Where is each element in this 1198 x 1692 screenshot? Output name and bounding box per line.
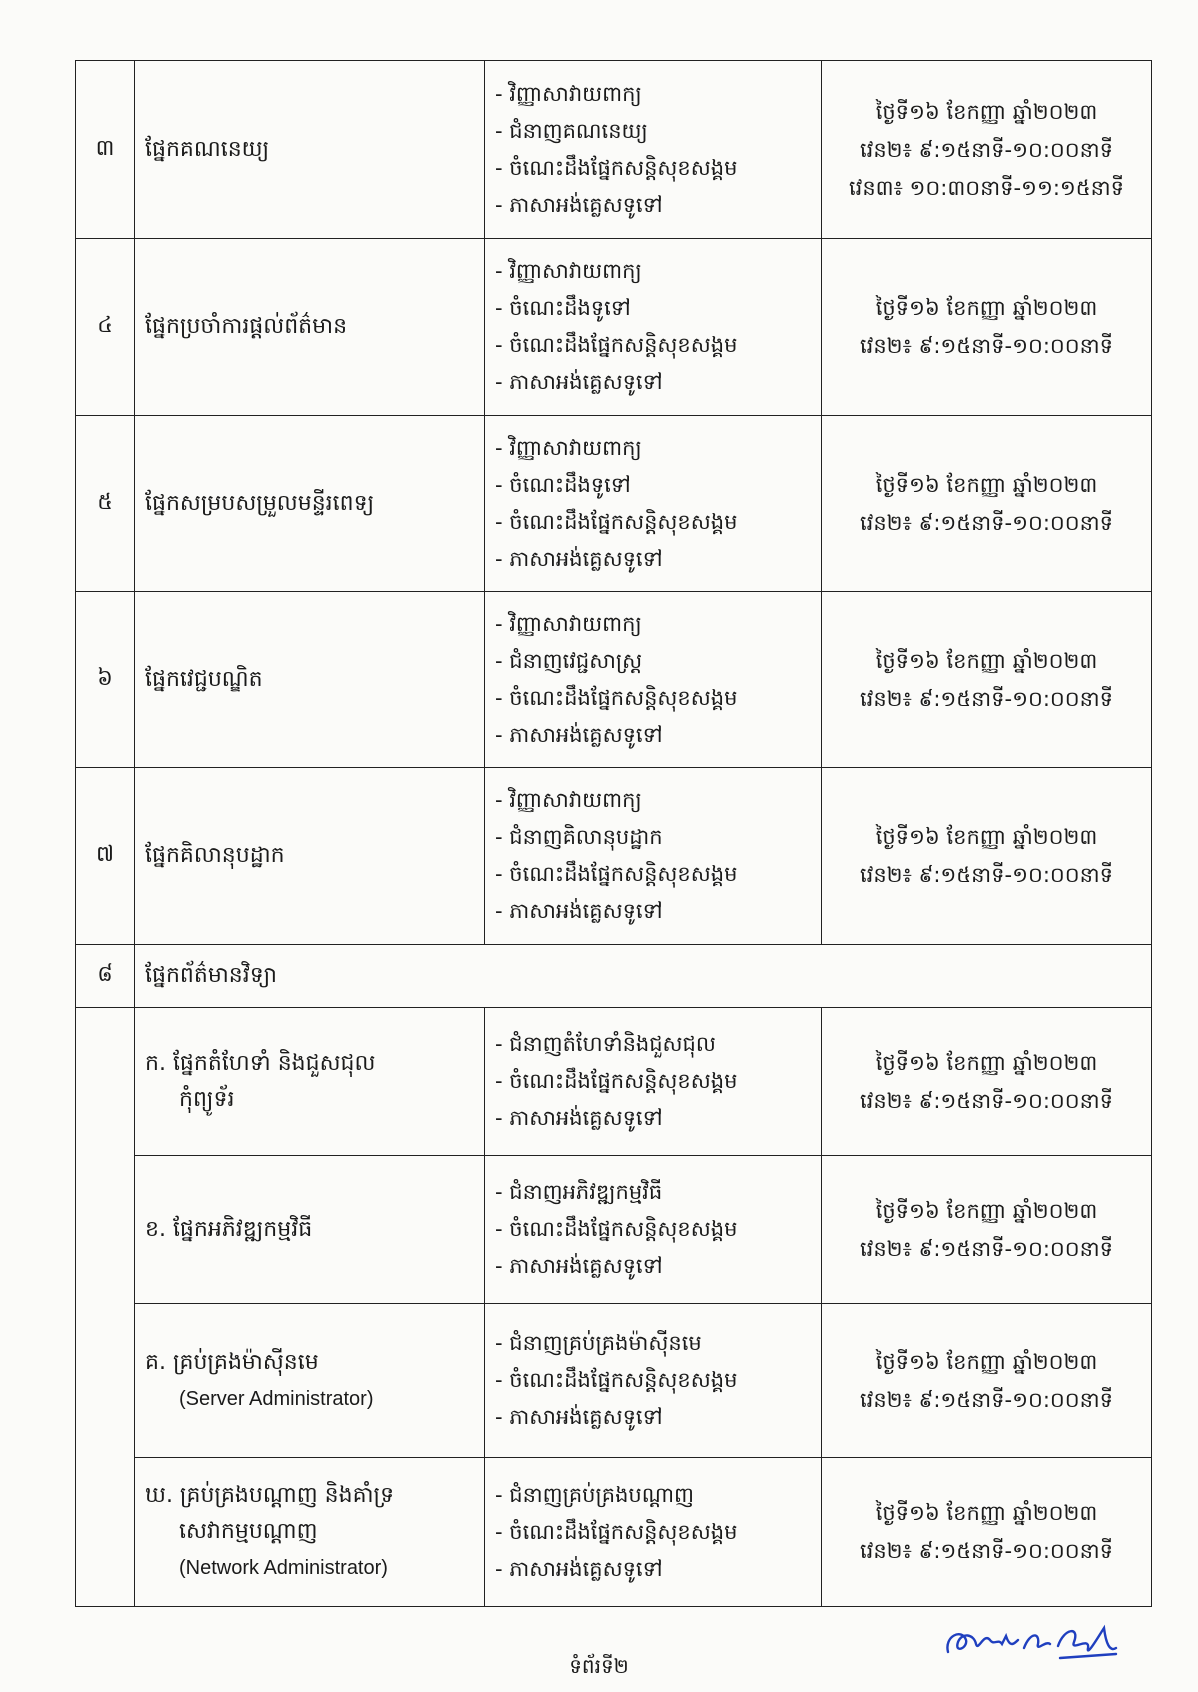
subject-item: - ជំនាញអភិវឌ្ឍកម្មវិធី (495, 1174, 821, 1211)
subject-item: - ចំណេះដឹងទូទៅ (495, 467, 821, 504)
exam-time: វេន២៖ ៩:១៥នាទី-១០:០០នាទី (860, 1539, 1113, 1563)
department-name (135, 1156, 485, 1304)
exam-time: វេន២៖ ៩:១៥នាទី-១០:០០នាទី (860, 1387, 1113, 1412)
exam-date-cell (822, 416, 1152, 592)
exam-date: ថ្ងៃទី១៦ ខែកញ្ញា ឆ្នាំ២០២៣ (875, 1198, 1098, 1223)
subject-item: - ភាសាអង់គ្លេសទូទៅ (495, 717, 821, 754)
subject-item: - ភាសាអង់គ្លេសទូទៅ (495, 1399, 821, 1436)
subject-item: - ជំនាញវេជ្ជសាស្ត្រ (495, 643, 821, 680)
exam-time: វេន២៖ ៩:១៥នាទី-១០:០០នាទី (860, 1236, 1113, 1261)
subject-list (485, 416, 822, 592)
subject-item: - ភាសាអង់គ្លេសទូទៅ (495, 893, 821, 930)
subject-item: - ចំណេះដឹងទូទៅ (495, 290, 821, 327)
exam-time: វេន២៖ ៩:១៥នាទី-១០:០០នាទី (860, 686, 1113, 711)
subject-item: - ភាសាអង់គ្លេសទូទៅ (495, 187, 821, 224)
subject-list (485, 1156, 822, 1304)
row-number: ៦ (76, 592, 135, 768)
subject-item: - ចំណេះដឹងផ្នែកសន្តិសុខសង្គម (495, 856, 821, 893)
table-row (76, 1156, 1152, 1304)
subject-item: - វិញ្ញាសាវាយពាក្យ (495, 430, 821, 467)
department-label: ខ. ផ្នែកអភិវឌ្ឍកម្មវិធី (145, 1216, 313, 1242)
subject-item: - វិញ្ញាសាវាយពាក្យ (495, 253, 821, 290)
department-name: ផ្នែកសម្របសម្រួលមន្ទីរពេទ្យ (135, 416, 485, 592)
subject-item: - ចំណេះដឹងផ្នែកសន្តិសុខសង្គម (495, 1362, 821, 1399)
exam-date-cell (822, 1458, 1152, 1607)
exam-date-cell (822, 1156, 1152, 1304)
subject-item: - ជំនាញតំហែទាំនិងជួសជុល (495, 1026, 821, 1063)
department-label-line2: កុំព្យូទ័រ (179, 1086, 235, 1112)
subject-item: - ភាសាអង់គ្លេសទូទៅ (495, 1551, 821, 1588)
subject-item: - វិញ្ញាសាវាយពាក្យ (495, 76, 821, 113)
department-name (135, 1458, 485, 1607)
exam-date-cell (822, 1304, 1152, 1458)
exam-date: ថ្ងៃទី១៦ ខែកញ្ញា ឆ្នាំ២០២៣ (875, 296, 1098, 320)
table-row (76, 1008, 1152, 1156)
department-name (135, 1304, 485, 1458)
subject-item: - ភាសាអង់គ្លេសទូទៅ (495, 1100, 821, 1137)
subject-item: - ចំណេះដឹងផ្នែកសន្តិសុខសង្គម (495, 680, 821, 717)
exam-time: វេន៣៖ ១០:៣០នាទី-១១:១៥នាទី (848, 175, 1124, 200)
subject-item: - ចំណេះដឹងផ្នែកសន្តិសុខសង្គម (495, 150, 821, 187)
table-row (76, 239, 1152, 416)
exam-date-cell (822, 1008, 1152, 1156)
table-row (76, 61, 1152, 239)
exam-time: វេន២៖ ៩:១៥នាទី-១០:០០នាទី (860, 1088, 1113, 1113)
row-number: ៥ (76, 416, 135, 592)
exam-date-cell (822, 239, 1152, 416)
subject-list (485, 768, 822, 945)
department-english: (Server Administrator) (179, 1387, 374, 1410)
section-header-row (76, 945, 1152, 1008)
exam-date: ថ្ងៃទី១៦ ខែកញ្ញា ឆ្នាំ២០២៣ (875, 1050, 1098, 1075)
exam-time: វេន២៖ ៩:១៥នាទី-១០:០០នាទី (860, 334, 1113, 358)
exam-date: ថ្ងៃទី១៦ ខែកញ្ញា ឆ្នាំ២០២៣ (875, 648, 1098, 673)
subject-item: - ជំនាញគ្រប់គ្រងបណ្តាញ (495, 1477, 821, 1514)
subject-list (485, 1304, 822, 1458)
subject-item: - ចំណេះដឹងផ្នែកសន្តិសុខសង្គម (495, 1211, 821, 1248)
department-name: ផ្នែកគិលានុបដ្ឋាក (135, 768, 485, 945)
exam-date-cell (822, 61, 1152, 239)
exam-schedule-table (75, 60, 1152, 1607)
department-name: ផ្នែកវេជ្ជបណ្ឌិត (135, 592, 485, 768)
section-title: ផ្នែកព័ត៌មានវិទ្យា (135, 945, 1152, 1008)
exam-date-cell (822, 768, 1152, 945)
exam-time: វេន២៖ ៩:១៥នាទី-១០:០០នាទី (860, 137, 1113, 162)
table-row (76, 768, 1152, 945)
row-number: ៤ (76, 239, 135, 416)
subject-item: - ភាសាអង់គ្លេសទូទៅ (495, 364, 821, 401)
department-label: ឃ. គ្រប់គ្រងបណ្តាញ និងគាំទ្រ (145, 1483, 395, 1508)
department-name (135, 1008, 485, 1156)
department-name: ផ្នែកប្រចាំការផ្តល់ព័ត៌មាន (135, 239, 485, 416)
table-row (76, 1304, 1152, 1458)
exam-date: ថ្ងៃទី១៦ ខែកញ្ញា ឆ្នាំ២០២៣ (875, 1501, 1098, 1525)
page-number: ទំព័រទី២ (569, 1654, 629, 1678)
subject-item: - ជំនាញគ្រប់គ្រងម៉ាស៊ីនមេ (495, 1325, 821, 1362)
subject-list (485, 1458, 822, 1607)
subject-list (485, 239, 822, 416)
exam-date: ថ្ងៃទី១៦ ខែកញ្ញា ឆ្នាំ២០២៣ (875, 1349, 1098, 1374)
department-label: ក. ផ្នែកតំហែទាំ និងជួសជុល (145, 1050, 376, 1076)
empty-number-cell (76, 1008, 135, 1607)
exam-date: ថ្ងៃទី១៦ ខែកញ្ញា ឆ្នាំ២០២៣ (875, 825, 1098, 849)
subject-item: - ចំណេះដឹងផ្នែកសន្តិសុខសង្គម (495, 327, 821, 364)
table-row (76, 416, 1152, 592)
subject-item: - ជំនាញគិលានុបដ្ឋាក (495, 819, 821, 856)
department-label: គ. គ្រប់គ្រងម៉ាស៊ីនមេ (145, 1349, 319, 1375)
subject-list (485, 61, 822, 239)
subject-item: - ចំណេះដឹងផ្នែកសន្តិសុខសង្គម (495, 1514, 821, 1551)
exam-date: ថ្ងៃទី១៦ ខែកញ្ញា ឆ្នាំ២០២៣ (875, 99, 1098, 124)
subject-list (485, 592, 822, 768)
subject-item: - ចំណេះដឹងផ្នែកសន្តិសុខសង្គម (495, 1063, 821, 1100)
exam-date: ថ្ងៃទី១៦ ខែកញ្ញា ឆ្នាំ២០២៣ (875, 472, 1098, 497)
table-row (76, 592, 1152, 768)
row-number: ៧ (76, 768, 135, 945)
subject-item: - ចំណេះដឹងផ្នែកសន្តិសុខសង្គម (495, 504, 821, 541)
subject-item: - ជំនាញគណនេយ្យ (495, 113, 821, 150)
exam-time: វេន២៖ ៩:១៥នាទី-១០:០០នាទី (860, 510, 1113, 535)
subject-item: - ភាសាអង់គ្លេសទូទៅ (495, 541, 821, 578)
row-number: ៨ (76, 945, 135, 1008)
row-number: ៣ (76, 61, 135, 239)
department-english: (Network Administrator) (179, 1557, 388, 1579)
subject-list (485, 1008, 822, 1156)
department-label-line2: សេវាកម្មបណ្តាញ (179, 1519, 318, 1544)
exam-time: វេន២៖ ៩:១៥នាទី-១០:០០នាទី (860, 863, 1113, 887)
department-name: ផ្នែកគណនេយ្យ (135, 61, 485, 239)
signature-icon (940, 1618, 1120, 1670)
subject-item: - វិញ្ញាសាវាយពាក្យ (495, 606, 821, 643)
subject-item: - ភាសាអង់គ្លេសទូទៅ (495, 1248, 821, 1285)
table-row (76, 1458, 1152, 1607)
subject-item: - វិញ្ញាសាវាយពាក្យ (495, 782, 821, 819)
exam-date-cell (822, 592, 1152, 768)
